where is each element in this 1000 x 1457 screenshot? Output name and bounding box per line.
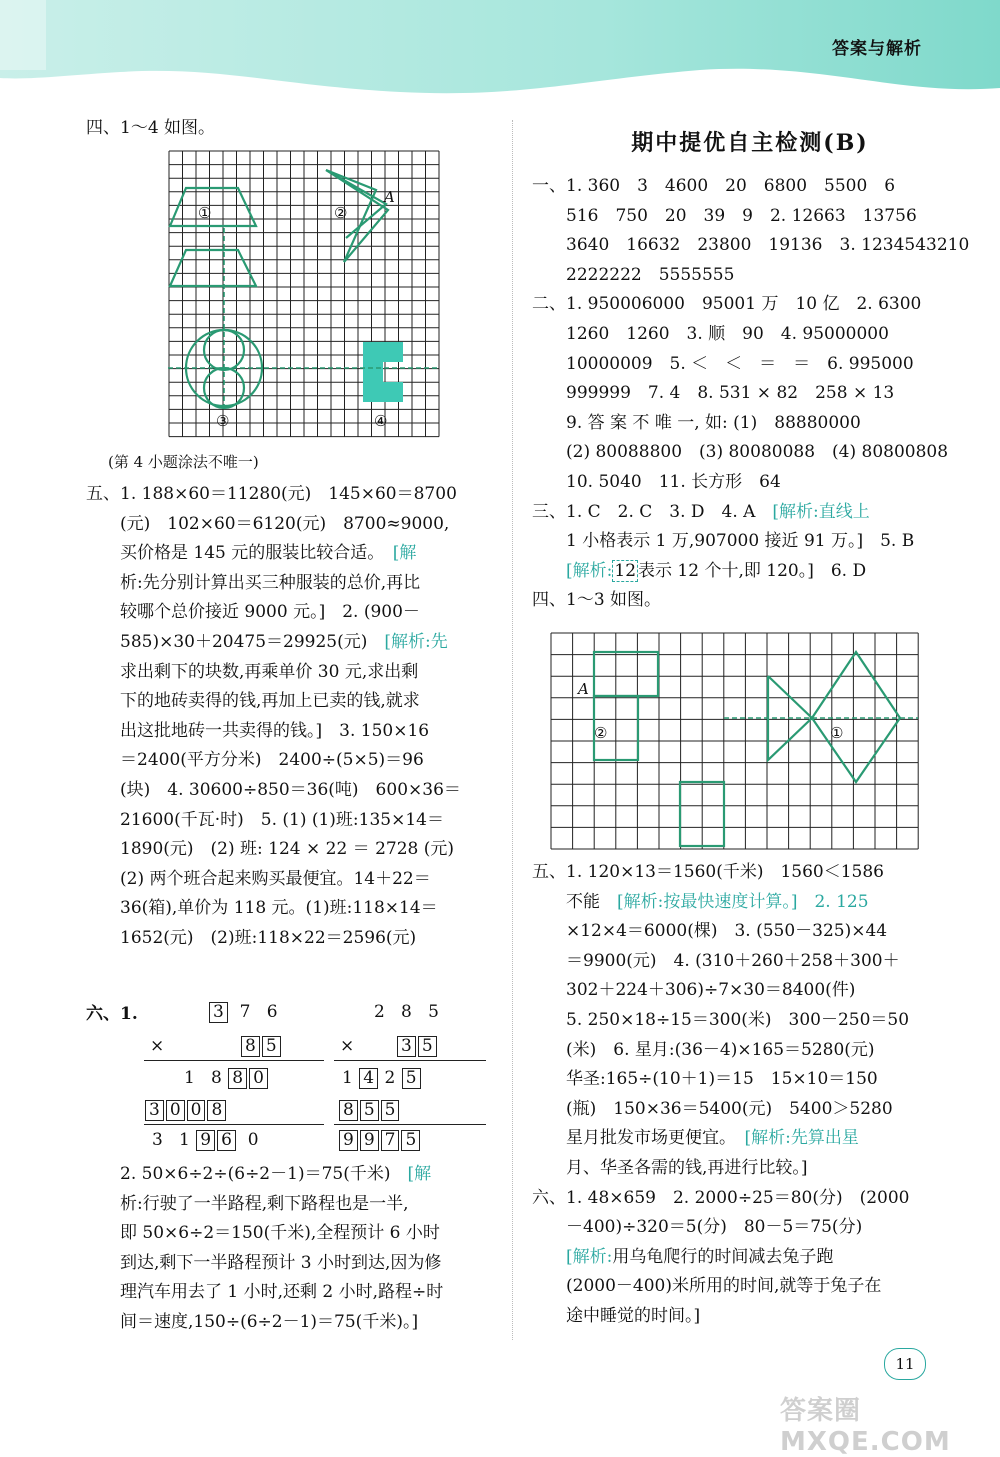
left-sec4-note	[108, 448, 259, 478]
sec5-line-8: 出这批地砖一共卖得的钱。] 3. 150×16	[120, 720, 430, 741]
m2-p1-2: 2	[384, 1068, 396, 1088]
m1-res-2: 9	[196, 1130, 215, 1151]
multiplication-1	[140, 1002, 330, 1154]
sec6-2-line-0: 2. 50×6÷2÷(6÷2－1)＝75(千米)	[120, 1164, 391, 1184]
r-sec2-line-2: 10000009 5. ＜ ＜ ＝ ＝ 6. 995000	[566, 353, 914, 374]
sec5-line-12: 1890(元) (2) 班: 124 × 22 ＝ 2728 (元)	[120, 839, 455, 860]
m2-top-0: 2	[374, 1002, 385, 1022]
left-sec6-2	[120, 1160, 443, 1338]
sec5-line-9: ＝2400(平方分米) 2400÷(5×5)＝96	[120, 750, 424, 771]
r-sec5-line-0: 五、1. 120×13＝1560(千米) 1560＜1586	[532, 862, 885, 882]
left-sec6-label	[86, 1000, 138, 1030]
grid-label-1: ①	[198, 204, 212, 222]
sec5-line-4: 较哪个总价接近 9000 元。] 2. (900－	[120, 602, 420, 623]
section-title: 期中提优自主检测(B)	[631, 130, 869, 156]
m1-p1-1: 8	[211, 1068, 222, 1088]
fill-squares	[363, 342, 403, 402]
r-grid-label-1: ①	[830, 724, 844, 742]
page-header	[0, 0, 1000, 110]
r-sec2-line-1: 1260 1260 3. 顺 90 4. 95000000	[566, 323, 889, 344]
m1-times: ×	[150, 1036, 165, 1056]
sec6-2-line-1: 析:行驶了一半路程,剩下路程也是一半,	[120, 1193, 409, 1214]
sec5-line-13: (2) 两个班合起来购买最便宜。14＋22＝	[120, 868, 431, 889]
right-sec1	[532, 172, 969, 616]
left-sec5	[86, 480, 461, 954]
sec5-line-10: (块) 4. 30600÷850＝36(吨) 600×36＝	[120, 779, 461, 800]
sec5-line-15: 1652(元) (2)班:118×22＝2596(元)	[120, 927, 417, 948]
m2-mul-0: 3	[397, 1036, 416, 1057]
m2-times: ×	[340, 1036, 355, 1056]
multiplication-2	[334, 1002, 494, 1154]
m1-top-1: 7	[239, 1002, 251, 1022]
m2-p2-0: 8	[339, 1100, 358, 1121]
sec5-line-14: 36(箱),单价为 118 元。(1)班:118×14＝	[120, 898, 438, 919]
right-grid-figure	[550, 632, 920, 852]
sec5-tag-1: [解析:先	[384, 631, 448, 652]
r-sec3-tag-2: 12	[614, 560, 637, 581]
m1-res-1: 1	[179, 1130, 190, 1150]
r-sec4-head: 四、1～3 如图。	[532, 590, 662, 611]
sec6-2-line-2: 即 50×6÷2＝150(千米),全程预计 6 小时	[120, 1223, 440, 1244]
r-grid-label-2: ②	[594, 724, 608, 742]
r-sec2-line-0: 二、1. 950006000 95001 万 10 亿 2. 6300	[532, 294, 922, 315]
r-sec1-line-2: 3640 16632 23800 19136 3. 1234543210	[566, 235, 970, 256]
m1-res-4: 0	[247, 1130, 259, 1150]
r-sec2-line-4: 9. 答 案 不 唯 一, 如: (1) 88880000	[566, 412, 861, 433]
sec4-heading: 四、1～4 如图。	[86, 118, 216, 138]
watermark: 答案圈 MXQE.COM	[780, 1396, 951, 1457]
r-sec5-line-6: (米) 6. 星月:(36－4)×165＝5280(元)	[566, 1039, 875, 1060]
m2-res-0: 9	[339, 1130, 358, 1151]
sec5-line-6: 求出剩下的块数,再乘单价 30 元,求出剩	[120, 661, 419, 682]
m1-p2-2: 0	[187, 1100, 206, 1121]
r-sec5-line-4: 302＋224＋306)÷7×30＝8400(件)	[566, 980, 856, 1001]
r-sec2-line-3: 999999 7. 4 8. 531 × 82 258 × 13	[566, 383, 895, 404]
sec6-tag: [解	[407, 1164, 432, 1184]
m1-p1-0: 1	[184, 1068, 195, 1088]
r-sec1-line-1: 516 750 20 39 9 2. 12663 13756	[566, 205, 917, 226]
r-sec5-tag-1: [解析:先算出星	[744, 1128, 859, 1149]
r-sec5-line-7: 华圣:165÷(10＋1)＝15 15×10＝150	[566, 1069, 878, 1090]
sec6-2-line-5: 间＝速度,150÷(6÷2－1)＝75(千米)。]	[120, 1311, 419, 1332]
r-sec5-line-1: 不能	[566, 891, 600, 912]
m2-res-2: 7	[381, 1130, 400, 1151]
m1-mul-0: 8	[241, 1036, 260, 1057]
r-sec6-line-4: 途中睡觉的时间。]	[566, 1305, 701, 1326]
r-sec3-tag-0: [解析:直线上	[772, 501, 870, 522]
m2-res-1: 9	[360, 1130, 379, 1151]
r-sec3-tag-1: [解析:	[566, 560, 613, 581]
r-sec5-line-5: 5. 250×18÷15＝300(米) 300－250＝50	[566, 1009, 910, 1030]
m1-mul-1: 5	[262, 1036, 281, 1057]
grid-label-3: ③	[216, 412, 230, 430]
m1-res-0: 3	[152, 1130, 163, 1150]
m2-p2-2: 5	[381, 1100, 400, 1121]
m1-top-0: 3	[209, 1002, 228, 1023]
r-sec5-line-2: ×12×4＝6000(棵) 3. (550－325)×44	[566, 921, 888, 942]
m2-p2-1: 5	[360, 1100, 379, 1121]
r-sec3-line-0: 三、1. C 2. C 3. D 4. A	[532, 501, 756, 522]
m1-p2-1: 0	[166, 1100, 185, 1121]
sec5-line-1: (元) 102×60＝6120(元) 8700≈9000,	[120, 513, 450, 534]
sec5-line-0: 五、1. 188×60＝11280(元) 145×60＝8700	[86, 484, 457, 504]
r-sec3-line-2: 表示 12 个十,即 120。] 6. D	[638, 560, 867, 581]
r-sec1-line-0: 一、1. 360 3 4600 20 6800 5500 6	[532, 176, 896, 196]
m2-res-3: 5	[401, 1130, 420, 1151]
r-sec5-line-3: ＝9900(元) 4. (310＋260＋258＋300＋	[566, 950, 900, 971]
r-sec6-line-2: 用乌龟爬行的时间减去兔子跑	[612, 1246, 834, 1267]
r-sec6-tag: [解析:	[566, 1246, 613, 1267]
m1-top-2: 6	[266, 1002, 278, 1022]
column-divider	[512, 120, 513, 1340]
m1-p1-2: 8	[228, 1068, 247, 1089]
sec5-line-5: 585)×30＋20475＝29925(元)	[120, 631, 368, 652]
m2-p1-1: 4	[359, 1068, 378, 1089]
r-sec3-line-1: 1 小格表示 1 万,907000 接近 91 万。] 5. B	[566, 531, 915, 552]
grid-label-2: ②	[334, 204, 348, 222]
r-sec5-line-10: 月、华圣各需的钱,再进行比较。]	[566, 1157, 808, 1178]
grid-label-4: ④	[374, 412, 388, 430]
right-sec5	[532, 858, 910, 1332]
r-sec5-tag-0: [解析:按最快速度计算。] 2. 125	[617, 891, 869, 912]
m2-p1-0: 1	[342, 1068, 353, 1088]
m2-p1-3: 5	[402, 1068, 421, 1089]
sec5-line-7: 下的地砖卖得的钱,再加上已卖的钱,就求	[120, 691, 420, 712]
sec4-note: (第 4 小题涂法不唯一)	[108, 453, 259, 471]
m2-top-1: 8	[401, 1002, 412, 1022]
sec6-2-line-4: 理汽车用去了 1 小时,还剩 2 小时,路程÷时	[120, 1282, 444, 1303]
r-sec2-line-5: (2) 80088800 (3) 80080088 (4) 80800808	[566, 442, 949, 463]
r-sec5-line-9: 星月批发市场更便宜。	[566, 1128, 728, 1149]
r-sec1-line-3: 2222222 5555555	[566, 264, 735, 285]
sec5-line-2: 买价格是 145 元的服装比较合适。	[120, 543, 376, 564]
left-sec4-head	[86, 114, 215, 144]
sec6-label: 六、1.	[86, 1004, 138, 1024]
page-number: 11	[884, 1348, 926, 1380]
m1-p1-3: 0	[249, 1068, 268, 1089]
sec5-tag-0: [解	[392, 543, 417, 564]
r-sec6-line-3: (2000－400)米所用的时间,就等于兔子在	[566, 1276, 882, 1297]
m1-p2-3: 8	[207, 1100, 226, 1121]
left-grid-figure	[168, 150, 442, 438]
sec6-2-line-3: 到达,剩下一半路程预计 3 小时到达,因为修	[120, 1252, 442, 1273]
r-sec6-line-0: 六、1. 48×659 2. 2000÷25＝80(分) (2000	[532, 1187, 910, 1208]
header-title: 答案与解析	[832, 39, 922, 59]
r-grid-label-a: A	[578, 680, 589, 698]
m2-mul-1: 5	[418, 1036, 437, 1057]
m2-top-2: 5	[428, 1002, 439, 1022]
sec5-line-11: 21600(千瓦·时) 5. (1) (1)班:135×14＝	[120, 809, 444, 830]
sec5-line-3: 析:先分别计算出买三种服装的总价,再比	[120, 572, 421, 593]
m1-res-3: 6	[217, 1130, 236, 1151]
r-sec6-line-1: －400)÷320＝5(分) 80－5＝75(分)	[566, 1217, 863, 1238]
r-sec2-line-6: 10. 5040 11. 长方形 64	[566, 471, 781, 492]
r-sec5-line-8: (瓶) 150×36＝5400(元) 5400＞5280	[566, 1098, 893, 1119]
grid-label-a: A	[384, 188, 395, 206]
m1-p2-0: 3	[145, 1100, 164, 1121]
